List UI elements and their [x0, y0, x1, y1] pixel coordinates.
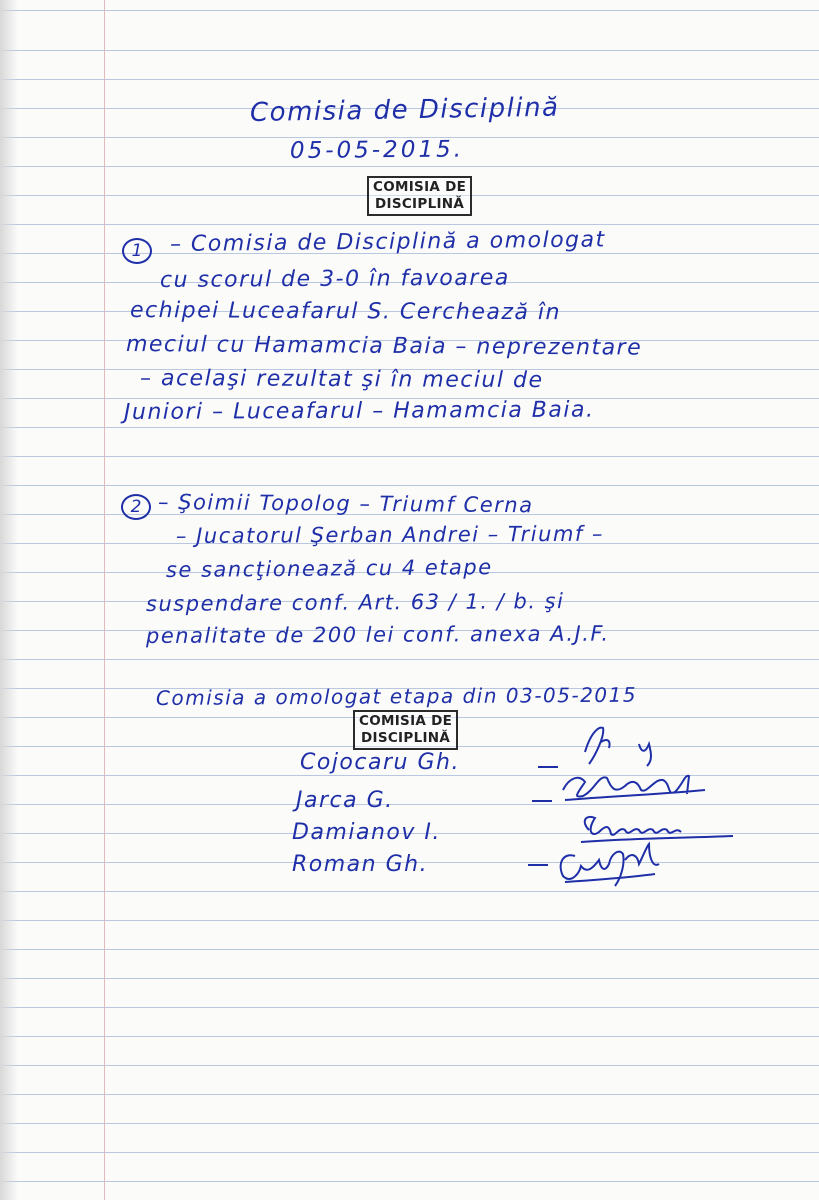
decision-2-number: 2 — [121, 494, 151, 520]
decision-2-line: – Şoimii Topolog – Triumf Cerna — [157, 490, 534, 518]
document-title: Comisia de Disciplină — [249, 92, 560, 128]
decision-2-line: se sancţionează cu 4 etape — [165, 555, 493, 582]
margin-rule — [104, 0, 105, 1200]
decision-2-line: – Jucatorul Şerban Andrei – Triumf – — [175, 521, 605, 548]
decision-1-line: meciul cu Hamamcia Baia – neprezentare — [125, 332, 643, 361]
decision-2-line: suspendare conf. Art. 63 / 1. / b. şi — [145, 589, 565, 616]
page-binding-shadow — [0, 0, 18, 1200]
stamp-line-1: COMISIA DE — [359, 713, 453, 729]
handwritten-signature-icon — [545, 834, 675, 890]
decision-1-line: – Comisia de Disciplină a omologat — [169, 227, 606, 257]
signatory-name: Jarca G. — [296, 788, 394, 813]
decision-1-line: echipei Luceafarul S. Cerchează în — [129, 298, 562, 326]
commission-stamp — [367, 176, 472, 216]
decision-1-number: 1 — [122, 238, 152, 264]
signatory-name: Roman Gh. — [292, 852, 429, 877]
handwritten-signature-icon — [555, 760, 715, 810]
stamp-line-1: COMISIA DE — [373, 179, 467, 195]
signature-dash — [532, 800, 552, 802]
omologation-statement: Comisia a omologat etapa din 03-05-2015 — [155, 682, 638, 710]
stamp-line-2: DISCIPLINĂ — [361, 730, 451, 746]
signatory-name: Damianov I. — [292, 820, 441, 845]
decision-2-line: penalitate de 200 lei conf. anexa A.J.F. — [145, 621, 610, 648]
document-date: 05-05-2015. — [289, 136, 465, 164]
decision-1-line: Juniori – Luceafarul – Hamamcia Baia. — [123, 397, 595, 425]
commission-stamp — [353, 710, 458, 750]
signatory-name: Cojocaru Gh. — [300, 750, 460, 775]
decision-1-line: – acelaşi rezultat şi în meciul de — [139, 366, 544, 394]
stamp-line-2: DISCIPLINĂ — [375, 196, 465, 212]
decision-1-line: cu scorul de 3-0 în favoarea — [159, 265, 510, 293]
